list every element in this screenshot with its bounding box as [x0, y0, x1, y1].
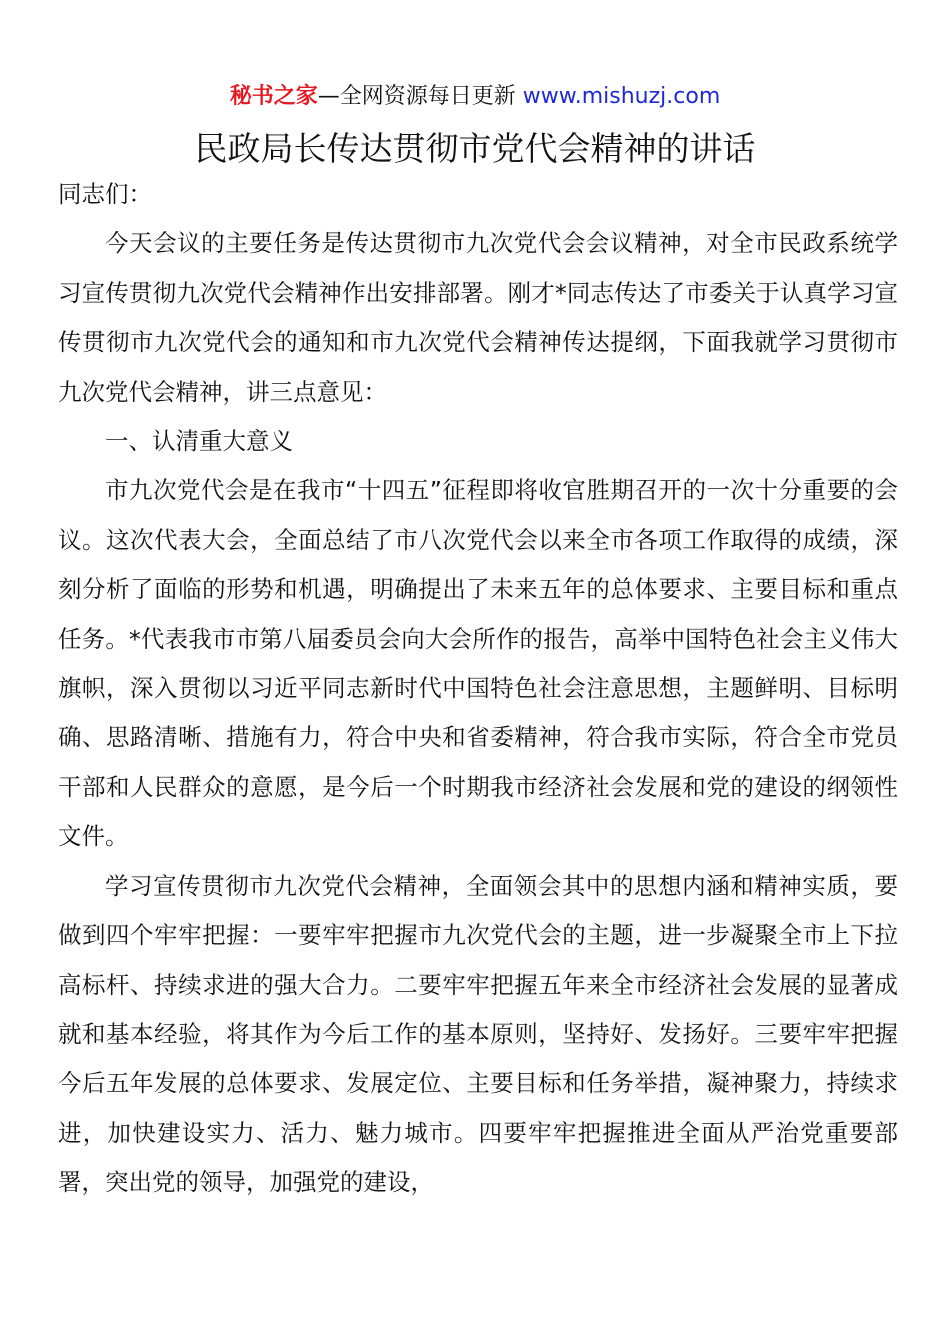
- paragraph-significance: 市九次党代会是在我市“十四五”征程即将收官胜期召开的一次十分重要的会议。这次代表大会，全面总结了市八次党代会以来全市各项工作取得的成绩，深刻分析了面临的形势和机遇，明确提出了未来五年的总体要求、主要目标和重点任务。*代表我市市第八届委员会向大会所作的报告，高举中国特色社会主义伟大旗帜，深入贯彻以习近平同志新时代中国特色社会注意思想，主题鲜明、目标明确、思路清晰、措施有力，符合中央和省委精神，符合我市实际，符合全市党员干部和人民群众的意愿，是今后一个时期我市经济社会发展和党的建设的纲领性文件。: [58, 476, 898, 851]
- site-url-link[interactable]: www.mishuzj.com: [522, 84, 721, 109]
- site-tagline: —全网资源每日更新: [317, 84, 523, 109]
- paragraph-intro: 今天会议的主要任务是传达贯彻市九次党代会会议精神，对全市民政系统学习宣传贯彻九次党代会精神作出安排部署。刚才*同志传达了市委关于认真学习宣传贯彻市九次党代会的通知和市九次党代会精神传达提纲，下面我就学习贯彻市九次党代会精神，讲三点意见：: [58, 229, 898, 406]
- document-title: 民政局长传达贯彻市党代会精神的讲话: [194, 129, 756, 168]
- paragraph-four-grasps: 学习宣传贯彻市九次党代会精神，全面领会其中的思想内涵和精神实质，要做到四个牢牢把握：一要牢牢把握市九次党代会的主题，进一步凝聚全市上下拉高标杆、持续求进的强大合力。二要牢牢把握五年来全市经济社会发展的显著成就和基本经验，将其作为今后工作的基本原则，坚持好、发扬好。三要牢牢把握今后五年发展的总体要求、发展定位、主要目标和任务举措，凝神聚力，持续求进，加快建设实力、活力、魅力城市。四要牢牢把握推进全面从严治党重要部署，突出党的领导，加强党的建设，: [58, 871, 898, 1197]
- brand-name: 秘书之家: [229, 84, 318, 109]
- section-heading-1: 一、认清重大意义: [105, 427, 293, 456]
- document-body: [58, 170, 898, 1208]
- site-header: [0, 80, 950, 114]
- salutation: 同志们：: [58, 180, 152, 208]
